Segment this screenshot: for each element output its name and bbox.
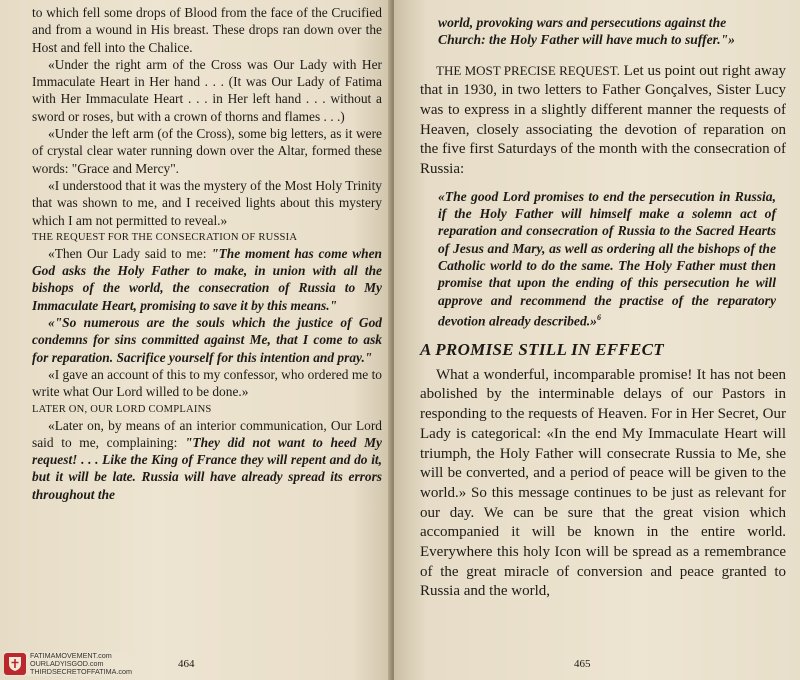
left-paragraph-8	[32, 417, 382, 503]
left-paragraph-2-mid: Lady with Her Immaculate Heart in Her hand	[32, 56, 382, 90]
right-block-quote-text: «The good Lord promises to end the persecution in Russia, if the Holy Father will himself make a solemn act of reparation and consecration of Russia to the Sacred Hearts of Jesus and Mary, as well as ordering all the bishops of the Catholic world to do the same. The Holy Father must then promise that upon the ending of this persecution he will approve and recommend the practise of the reparatory devotion already described.»	[438, 188, 776, 329]
left-paragraph-5-intro: «Then Our Lady said to me:	[48, 245, 212, 261]
heading-our-lord-complains: LATER ON, OUR LORD COMPLAINS	[32, 403, 212, 415]
left-page	[0, 0, 392, 680]
right-paragraph-1-heading: THE MOST PRECISE REQUEST.	[436, 62, 620, 78]
left-paragraph-8-quote: "They did not want to heed My request! . . . Like the King of France they will repent and do it, but it will be late. Russia will have already spread its errors throughout the	[32, 434, 382, 502]
left-paragraph-4: «I understood that it was the mystery of the Most Holy Trinity that was shown to me, and I received lights about this mystery which I am not permitted to reveal.»	[32, 177, 382, 228]
left-paragraph-6: «"So numerous are the souls which the justice of God condemns for sins committed against Me, that I come to ask for reparation. Sacrifice yourself for this intention and pray."	[32, 315, 382, 365]
watermark-line-2: OURLADYISGOD.com	[30, 659, 104, 668]
left-paragraph-5	[32, 245, 382, 314]
shield-logo-icon	[4, 653, 26, 675]
heading-consecration-request: THE REQUEST FOR THE CONSECRATION OF RUSSIA	[32, 231, 298, 243]
right-paragraph-1	[420, 61, 786, 180]
left-paragraph-7: «I gave an account of this to my confessor, who ordered me to write what Our Lord willed to be done.»	[32, 366, 382, 400]
site-watermark	[4, 652, 132, 676]
left-paragraph-2-end: . . . (It was Our Lady of Fatima with Her Immaculate Heart . . . in Her left hand . . . without a sword or roses, but with a crown of thorns and flames . . .)	[32, 74, 382, 124]
right-paragraph-1-text: Let us point out right away that in 1930, in two letters to Father Gonçalves, Sister Lucy was to express in a slightly different manner the requests of Heaven, closely associating the devotion of reparation on the five first Saturdays of the month with the consecration of Russia:	[420, 62, 787, 178]
page-number-left: 464	[178, 658, 195, 670]
left-paragraph-2	[32, 56, 382, 125]
watermark-line-1: FATIMAMOVEMENT.com	[30, 651, 112, 660]
footnote-mark: 6	[596, 312, 601, 322]
right-paragraph-2: What a wonderful, incomparable promise! It has not been abolished by the interminable delays of our Pastors in responding to the requests of Heaven. For in Her Secret, Our Lady is categorical: «In the end My Immaculate Heart will triumph, the Holy Father will consecrate Russia to Me, she will be converted, and a period of peace will be given to the world.» So this message continues to be just as relevant for our day. We can be sure that the great vision which accompanied it will be known in the entire world. Everywhere this holy Icon will be spread as a remembrance of the great miracle of conversion and peace granted to Russia and the world,	[420, 366, 786, 600]
left-paragraph-8-intro: «Later on, by means of an interior communication, Our Lord said to me, complaining:	[32, 417, 382, 450]
watermark-line-3: THIRDSECRETOFFATIMA.com	[30, 667, 132, 676]
page-number-right: 465	[574, 658, 591, 670]
section-title: A PROMISE STILL IN EFFECT	[420, 339, 664, 359]
watermark-text	[30, 652, 132, 676]
left-paragraph-3: «Under the left arm (of the Cross), some big letters, as it were of crystal clear water running down over the Altar, formed these words: "Grace and Mercy".	[32, 126, 382, 176]
left-paragraph-5-quote: "The moment has come when God asks the Holy Father to make, in union with all the bishops of the world, the consecration of Russia to My Immaculate Heart, promising to save it by this means."	[32, 245, 382, 313]
left-paragraph-2-start: «Under the right arm of the Cross was Our	[48, 56, 300, 72]
left-paragraph-1: to which fell some drops of Blood from the face of the Crucified and from a wound in His breast. These drops ran down over the Host and fell into the Chalice.	[32, 5, 382, 55]
right-block-quote	[438, 188, 776, 330]
right-page	[394, 0, 800, 680]
right-top-quote: world, provoking wars and persecutions against the Church: the Holy Father will have much to suffer."»	[438, 15, 735, 48]
